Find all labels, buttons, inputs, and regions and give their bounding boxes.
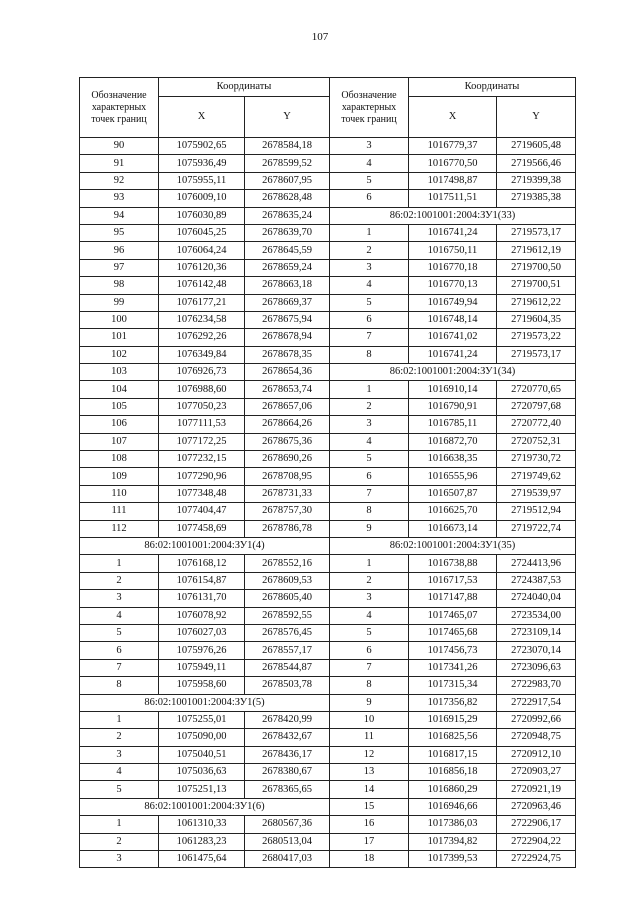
coord-x: 1017341,26 [409,659,497,676]
point-number: 4 [330,433,409,450]
coord-y: 2680513,04 [245,833,330,850]
coord-y: 2678731,33 [245,485,330,502]
point-number: 12 [330,746,409,763]
table-row [80,642,576,659]
coord-y: 2678678,35 [245,346,330,363]
coord-y: 2678609,53 [245,572,330,589]
table-row [80,659,576,676]
coord-x: 1076177,21 [159,294,245,311]
coord-y: 2719573,22 [497,329,576,346]
point-number: 109 [80,468,159,485]
point-number: 2 [330,572,409,589]
coord-y: 2723070,14 [497,642,576,659]
point-number: 9 [330,694,409,711]
table-row [80,798,576,815]
coord-x: 1061283,23 [159,833,245,850]
coord-y: 2719700,50 [497,259,576,276]
coord-x: 1076120,36 [159,259,245,276]
point-number: 5 [330,172,409,189]
point-number: 97 [80,259,159,276]
coord-y: 2723096,63 [497,659,576,676]
point-number: 1 [330,381,409,398]
coord-x: 1075936,49 [159,155,245,172]
coord-y: 2723109,14 [497,624,576,641]
table-row [80,711,576,728]
coord-y: 2678678,94 [245,329,330,346]
coord-x: 1075040,51 [159,746,245,763]
coord-y: 2720752,31 [497,433,576,450]
coord-y: 2719749,62 [497,468,576,485]
section-header: 86:02:1001001:2004:ЗУ1(33) [330,207,576,224]
point-number: 15 [330,798,409,815]
point-number: 5 [330,451,409,468]
point-number: 1 [330,224,409,241]
header-y-left: Y [245,97,330,138]
point-number: 98 [80,277,159,294]
point-number: 2 [80,833,159,850]
coord-y: 2719605,48 [497,138,576,155]
point-number: 92 [80,172,159,189]
table-row [80,729,576,746]
coord-y: 2722917,54 [497,694,576,711]
coord-y: 2678544,87 [245,659,330,676]
point-number: 103 [80,364,159,381]
coord-x: 1076142,48 [159,277,245,294]
point-number: 4 [80,764,159,781]
header-y-right: Y [497,97,576,138]
coord-x: 1016717,53 [409,572,497,589]
coord-x: 1016817,15 [409,746,497,763]
coord-x: 1016555,96 [409,468,497,485]
coord-x: 1016638,35 [409,451,497,468]
coord-y: 2724413,96 [497,555,576,572]
coord-y: 2719573,17 [497,224,576,241]
table-row [80,294,576,311]
table-row [80,416,576,433]
point-number: 6 [330,190,409,207]
point-number: 2 [80,572,159,589]
coord-y: 2719566,46 [497,155,576,172]
coord-x: 1061310,33 [159,816,245,833]
coord-x: 1075902,65 [159,138,245,155]
table-row [80,485,576,502]
point-number: 112 [80,520,159,537]
coord-x: 1017315,34 [409,677,497,694]
table-row [80,677,576,694]
point-number: 104 [80,381,159,398]
header-point-label-right: Обозначение характерных точек границ [330,78,409,138]
header-coords-right: Координаты [409,78,576,97]
coord-x: 1075955,11 [159,172,245,189]
coord-x: 1076027,03 [159,624,245,641]
coord-x: 1017465,68 [409,624,497,641]
coord-y: 2678757,30 [245,503,330,520]
coord-x: 1016770,50 [409,155,497,172]
point-number: 4 [330,607,409,624]
table-row [80,364,576,381]
point-number: 6 [330,642,409,659]
table-row [80,155,576,172]
section-header: 86:02:1001001:2004:ЗУ1(34) [330,364,576,381]
coord-y: 2719722,74 [497,520,576,537]
coord-x: 1076030,89 [159,207,245,224]
coord-y: 2678576,45 [245,624,330,641]
coord-y: 2678664,26 [245,416,330,433]
coord-x: 1016741,24 [409,224,497,241]
coord-y: 2719573,17 [497,346,576,363]
coord-x: 1017498,87 [409,172,497,189]
coord-x: 1077290,96 [159,468,245,485]
header-x-left: X [159,97,245,138]
point-number: 11 [330,729,409,746]
table-row [80,259,576,276]
coord-x: 1016856,18 [409,764,497,781]
table-row [80,433,576,450]
point-number: 108 [80,451,159,468]
coord-y: 2720797,68 [497,398,576,415]
table-row [80,468,576,485]
point-number: 100 [80,311,159,328]
coord-y: 2678675,94 [245,311,330,328]
coord-x: 1016749,94 [409,294,497,311]
table-row [80,764,576,781]
coord-x: 1061475,64 [159,851,245,868]
table-row [80,816,576,833]
coord-y: 2678635,24 [245,207,330,224]
coord-y: 2678639,70 [245,224,330,241]
table-row [80,190,576,207]
table-row [80,329,576,346]
coord-y: 2678584,18 [245,138,330,155]
point-number: 93 [80,190,159,207]
point-number: 3 [80,746,159,763]
point-number: 7 [330,485,409,502]
coord-y: 2678592,55 [245,607,330,624]
page-number: 107 [311,31,329,43]
coord-y: 2678708,95 [245,468,330,485]
coord-x: 1016790,91 [409,398,497,415]
coord-x: 1076078,92 [159,607,245,624]
coord-x: 1075255,01 [159,711,245,728]
coord-y: 2724387,53 [497,572,576,589]
coord-y: 2720770,65 [497,381,576,398]
coord-y: 2680417,03 [245,851,330,868]
table-row [80,694,576,711]
coord-y: 2722924,75 [497,851,576,868]
point-number: 95 [80,224,159,241]
table-row [80,851,576,868]
table-row [80,346,576,363]
coord-y: 2678365,65 [245,781,330,798]
table-row [80,590,576,607]
coord-y: 2678380,67 [245,764,330,781]
point-number: 3 [330,590,409,607]
table-row [80,398,576,415]
coord-x: 1017465,07 [409,607,497,624]
coord-x: 1016750,11 [409,242,497,259]
coord-x: 1076349,84 [159,346,245,363]
section-header: 86:02:1001001:2004:ЗУ1(5) [80,694,330,711]
point-number: 105 [80,398,159,415]
coord-y: 2720992,66 [497,711,576,728]
table-row [80,451,576,468]
coord-x: 1076154,87 [159,572,245,589]
coord-y: 2678663,18 [245,277,330,294]
point-number: 9 [330,520,409,537]
coord-y: 2678659,24 [245,259,330,276]
header-coords-left: Координаты [159,78,330,97]
point-number: 3 [330,259,409,276]
coord-x: 1075036,63 [159,764,245,781]
coord-x: 1016785,11 [409,416,497,433]
coord-y: 2678669,37 [245,294,330,311]
coord-x: 1016741,24 [409,346,497,363]
coord-x: 1016779,37 [409,138,497,155]
coord-x: 1016625,70 [409,503,497,520]
coord-y: 2678628,48 [245,190,330,207]
point-number: 107 [80,433,159,450]
coord-y: 2678599,52 [245,155,330,172]
point-number: 90 [80,138,159,155]
table-row [80,381,576,398]
table-row [80,555,576,572]
coord-x: 1076234,58 [159,311,245,328]
coord-y: 2720912,10 [497,746,576,763]
point-number: 3 [80,590,159,607]
coord-x: 1077404,47 [159,503,245,520]
point-number: 3 [330,416,409,433]
coord-y: 2719385,38 [497,190,576,207]
coord-x: 1016507,87 [409,485,497,502]
point-number: 111 [80,503,159,520]
coord-x: 1016872,70 [409,433,497,450]
coord-x: 1016738,88 [409,555,497,572]
coord-x: 1017511,51 [409,190,497,207]
point-number: 5 [80,781,159,798]
coord-x: 1016748,14 [409,311,497,328]
point-number: 5 [330,294,409,311]
table-row [80,207,576,224]
coord-y: 2678654,36 [245,364,330,381]
coord-x: 1017394,82 [409,833,497,850]
table-row [80,172,576,189]
coord-x: 1076988,60 [159,381,245,398]
point-number: 18 [330,851,409,868]
coord-x: 1075090,00 [159,729,245,746]
point-number: 102 [80,346,159,363]
table-row [80,537,576,554]
coord-y: 2678690,26 [245,451,330,468]
point-number: 3 [80,851,159,868]
point-number: 1 [80,711,159,728]
coord-x: 1077111,53 [159,416,245,433]
coord-y: 2719539,97 [497,485,576,502]
coord-x: 1076926,73 [159,364,245,381]
coord-x: 1016770,13 [409,277,497,294]
coord-x: 1016915,29 [409,711,497,728]
section-header: 86:02:1001001:2004:ЗУ1(35) [330,537,576,554]
coord-y: 2678503,78 [245,677,330,694]
coord-y: 2678432,67 [245,729,330,746]
table-row [80,138,576,155]
point-number: 96 [80,242,159,259]
coord-y: 2722983,70 [497,677,576,694]
table-row [80,520,576,537]
coord-y: 2722906,17 [497,816,576,833]
coord-x: 1076045,25 [159,224,245,241]
header-x-right: X [409,97,497,138]
coord-y: 2678657,06 [245,398,330,415]
coord-y: 2678645,59 [245,242,330,259]
point-number: 7 [80,659,159,676]
table-row [80,607,576,624]
coordinates-table [79,77,576,868]
coord-y: 2720948,75 [497,729,576,746]
coord-x: 1077232,15 [159,451,245,468]
coord-y: 2720963,46 [497,798,576,815]
point-number: 7 [330,329,409,346]
coord-y: 2678653,74 [245,381,330,398]
coord-x: 1076064,24 [159,242,245,259]
coord-y: 2719399,38 [497,172,576,189]
coord-y: 2719612,22 [497,294,576,311]
point-number: 2 [330,242,409,259]
point-number: 5 [80,624,159,641]
coord-x: 1076168,12 [159,555,245,572]
point-number: 4 [330,277,409,294]
point-number: 8 [330,677,409,694]
table-row [80,781,576,798]
coord-y: 2678786,78 [245,520,330,537]
section-header: 86:02:1001001:2004:ЗУ1(6) [80,798,330,815]
coord-y: 2678557,17 [245,642,330,659]
coord-x: 1016825,56 [409,729,497,746]
point-number: 6 [330,468,409,485]
coord-x: 1016673,14 [409,520,497,537]
point-number: 8 [80,677,159,694]
coord-y: 2719612,19 [497,242,576,259]
coord-y: 2720903,27 [497,764,576,781]
table-row [80,746,576,763]
coord-x: 1016860,29 [409,781,497,798]
point-number: 13 [330,764,409,781]
table-row [80,572,576,589]
coord-x: 1076131,70 [159,590,245,607]
coord-y: 2720772,40 [497,416,576,433]
coord-y: 2720921,19 [497,781,576,798]
point-number: 8 [330,503,409,520]
coord-x: 1076009,10 [159,190,245,207]
point-number: 6 [80,642,159,659]
coord-x: 1016770,18 [409,259,497,276]
point-number: 99 [80,294,159,311]
point-number: 4 [330,155,409,172]
point-number: 16 [330,816,409,833]
coord-y: 2719512,94 [497,503,576,520]
table-row [80,277,576,294]
coord-x: 1077348,48 [159,485,245,502]
coord-x: 1017147,88 [409,590,497,607]
table-row [80,311,576,328]
coord-y: 2719604,35 [497,311,576,328]
point-number: 1 [80,816,159,833]
point-number: 10 [330,711,409,728]
table-row [80,624,576,641]
point-number: 1 [80,555,159,572]
coord-x: 1016946,66 [409,798,497,815]
coord-x: 1017386,03 [409,816,497,833]
point-number: 101 [80,329,159,346]
point-number: 17 [330,833,409,850]
coord-x: 1017456,73 [409,642,497,659]
coord-y: 2719700,51 [497,277,576,294]
point-number: 4 [80,607,159,624]
table-row [80,242,576,259]
point-number: 91 [80,155,159,172]
coord-x: 1075958,60 [159,677,245,694]
coord-y: 2722904,22 [497,833,576,850]
coord-x: 1077050,23 [159,398,245,415]
coord-x: 1075949,11 [159,659,245,676]
point-number: 106 [80,416,159,433]
coord-y: 2678552,16 [245,555,330,572]
point-number: 7 [330,659,409,676]
section-header: 86:02:1001001:2004:ЗУ1(4) [80,537,330,554]
point-number: 5 [330,624,409,641]
coord-x: 1077172,25 [159,433,245,450]
table-row [80,833,576,850]
coord-x: 1075976,26 [159,642,245,659]
coord-y: 2678420,99 [245,711,330,728]
coord-x: 1077458,69 [159,520,245,537]
coord-x: 1075251,13 [159,781,245,798]
coord-y: 2723534,00 [497,607,576,624]
point-number: 8 [330,346,409,363]
coord-y: 2680567,36 [245,816,330,833]
header-point-label-left: Обозначение характерных точек границ [80,78,159,138]
coord-y: 2678607,95 [245,172,330,189]
point-number: 3 [330,138,409,155]
point-number: 94 [80,207,159,224]
coord-x: 1017356,82 [409,694,497,711]
point-number: 14 [330,781,409,798]
coord-y: 2678675,36 [245,433,330,450]
coord-y: 2724040,04 [497,590,576,607]
point-number: 1 [330,555,409,572]
table-row [80,503,576,520]
coord-x: 1076292,26 [159,329,245,346]
point-number: 6 [330,311,409,328]
point-number: 2 [80,729,159,746]
point-number: 2 [330,398,409,415]
table-body [80,138,576,868]
coord-x: 1016910,14 [409,381,497,398]
point-number: 110 [80,485,159,502]
coord-x: 1016741,02 [409,329,497,346]
table-row [80,224,576,241]
coord-x: 1017399,53 [409,851,497,868]
coord-y: 2678436,17 [245,746,330,763]
coord-y: 2719730,72 [497,451,576,468]
coord-y: 2678605,40 [245,590,330,607]
